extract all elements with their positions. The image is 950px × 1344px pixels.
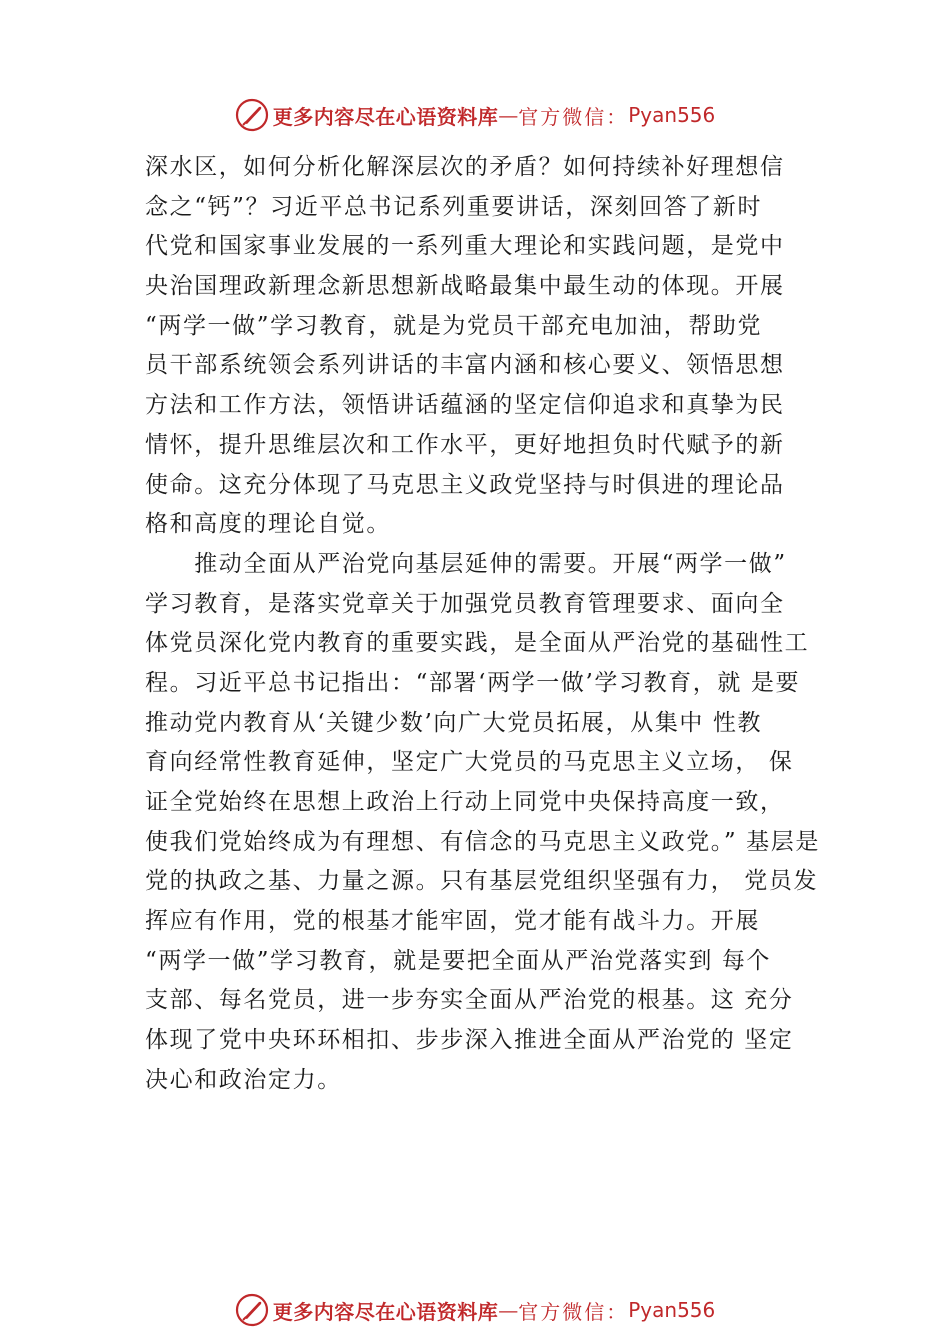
text-line: 挥应有作用，党的根基才能牢固，党才能有战斗力。开展 [145,908,760,935]
text-line: 体党员深化党内教育的重要实践，是全面从严治党的基础性工 [145,630,810,657]
text-line: 程。习近平总书记指出：“部署‘两学一做’学习教育，就 是要 [145,669,801,696]
text-line: 使命。这充分体现了马克思主义政党坚持与时俱进的理论品 [145,471,785,498]
wechat-id: Pyan556 [628,103,716,127]
text-line: 代党和国家事业发展的一系列重大理论和实践问题，是党中 [145,233,785,260]
text-line: 育向经常性教育延伸，坚定广大党员的马克思主义立场， 保 [145,749,794,776]
text-line: 党的执政之基、力量之源。只有基层党组织坚强有力， 党员发 [145,868,819,895]
text-line: 推动党内教育从‘关键少数’向广大党员拓展，从集中 性教 [145,709,763,736]
wechat-label: 官方微信： [518,104,629,129]
library-brand-text: 更多内容尽在心语资料库 [272,104,499,129]
text-line: 央治国理政新理念新思想新战略最集中最生动的体现。开展 [145,273,785,300]
text-line: 情怀，提升思维层次和工作水平，更好地担负时代赋予的新 [145,431,785,458]
feather-pen-icon [235,1293,269,1327]
text-line: “两学一做”学习教育，就是为党员干部充电加油，帮助党 [145,312,763,339]
text-line: 深水区，如何分析化解深层次的矛盾？如何持续补好理想信 [145,154,785,180]
text-line: 学习教育，是落实党章关于加强党员教育管理要求、面向全 [145,590,785,617]
text-line: 方法和工作方法，领悟讲话蕴涵的坚定信仰追求和真挚为民 [145,392,785,419]
text-line: 体现了党中央环环相扣、步步深入推进全面从严治党的 坚定 [145,1027,794,1054]
text-line: 使我们党始终成为有理想、有信念的马克思主义政党。” 基层是 [145,828,820,855]
text-line: 支部、每名党员，进一步夯实全面从严治党的根基。这 充分 [145,987,794,1014]
footer-banner [0,1290,950,1330]
banner-dash: — [498,103,519,127]
feather-pen-icon [235,98,269,132]
library-brand-text: 更多内容尽在心语资料库 [272,1299,499,1324]
wechat-id: Pyan556 [628,1298,716,1322]
wechat-label: 官方微信： [518,1299,629,1324]
text-line: “两学一做”学习教育，就是要把全面从严治党落实到 每个 [145,947,772,974]
text-line: 决心和政治定力。 [145,1066,342,1093]
banner-dash: — [498,1298,519,1322]
text-line: 格和高度的理论自觉。 [145,511,391,538]
paragraph-start-line: 推动全面从严治党向基层延伸的需要。开展“两学一做” [145,550,787,577]
header-banner [0,95,950,135]
text-line: 员干部系统领会系列讲话的丰富内涵和核心要义、领悟思想 [145,352,785,379]
text-line: 证全党始终在思想上政治上行动上同党中央保持高度一致， [145,789,785,815]
document-body [145,148,835,1101]
text-line: 念之“钙”？习近平总书记系列重要讲话，深刻回答了新时 [145,193,763,220]
